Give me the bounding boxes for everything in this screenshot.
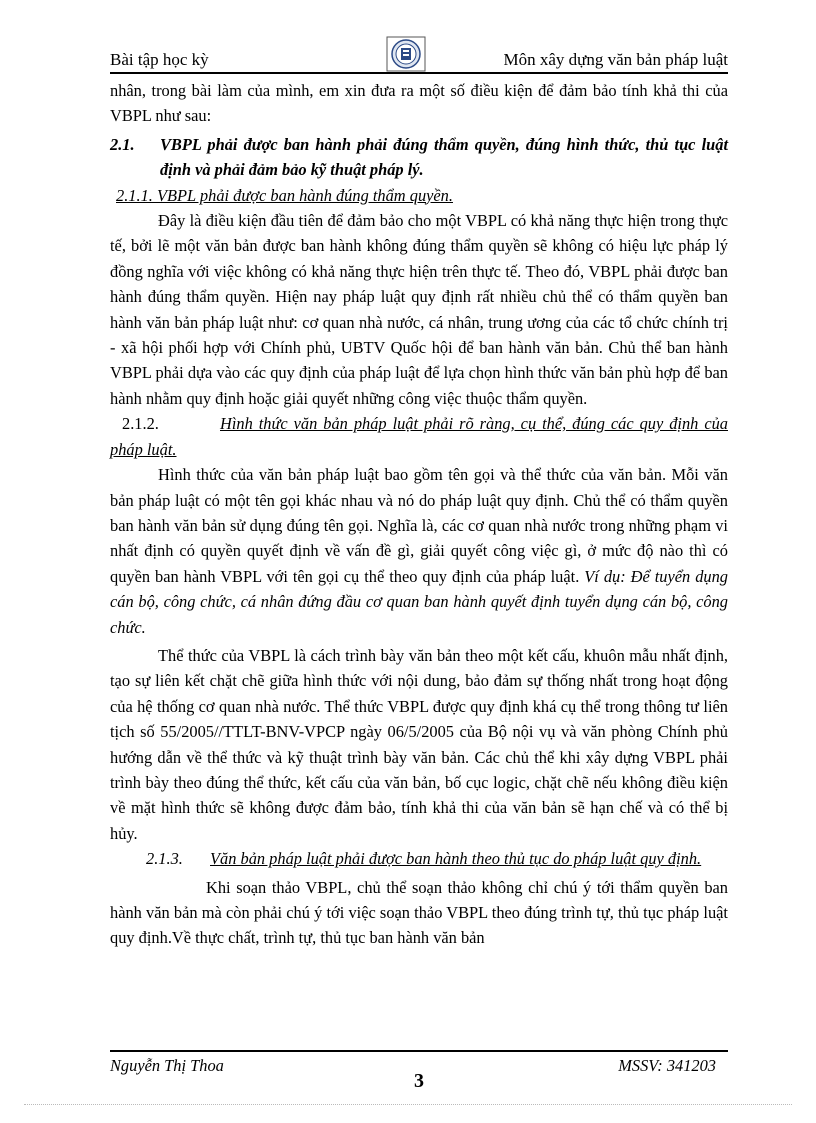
header-course-label: Bài tập học kỳ: [110, 50, 209, 69]
intro-paragraph: nhân, trong bài làm của mình, em xin đưa ra một số điều kiện để đảm bảo tính khả thi của VBPL như sau:: [110, 81, 728, 126]
example-text: Ví dụ: Để tuyển dụng cán bộ, công chức, cá nhân đứng đầu cơ quan ban hành quyết định tuyển dụng cán bộ, công chức.: [110, 566, 728, 637]
subsection-number: 2.1.2.: [122, 414, 159, 434]
section-heading-2-1: [110, 132, 728, 183]
page-edge-divider: [24, 1104, 792, 1105]
page-header: [110, 36, 728, 74]
page-footer: [110, 1050, 728, 1092]
page-number: 3: [414, 1070, 424, 1092]
subsection-heading-2-1-1: 2.1.1. VBPL phải được ban hành đúng thẩm quyền.: [116, 185, 453, 205]
subsection-title: Hình thức văn bản pháp luật phải rõ ràng, cụ thể, đúng các quy định của pháp luật.: [110, 414, 728, 459]
footer-student-id: MSSV: 341203: [618, 1056, 716, 1075]
footer-rule: [110, 1050, 728, 1052]
header-rule: [110, 72, 728, 74]
section-title: VBPL phải được ban hành phải đúng thẩm quyền, đúng hình thức, thủ tục luật định và phải đảm bảo kỹ thuật pháp lý.: [160, 134, 728, 180]
paragraph-format: Thể thức của VBPL là cách trình bày văn bản theo một kết cấu, khuôn mẫu nhất định, tạo sự liên kết chặt chẽ giữa hình thức với nội dung, bảo đảm sự thống nhất trong hoạt động của hệ thống cơ quan nhà nước. Thể thức VBPL được quy định khá cụ thể trong thông tư liên tịch số 55/2005//TTLT-BNV-VPCP ngày 06/5/2005 của Bộ nội vụ và văn phòng Chính phủ hướng dẫn về thể thức và kỹ thuật trình bày văn bản. Các chủ thể khi xây dựng VBPL phải trình bày theo đúng thể thức, kết cấu của văn bản, bố cục logic, chặt chẽ nếu không điều kiện về mặt hình thức sẽ không được đảm bảo, tính khả thi của văn bản sẽ hạn chế và có thể bị hủy.: [110, 645, 728, 843]
subsection-title: Văn bản pháp luật phải được ban hành theo thủ tục do pháp luật quy định.: [210, 849, 702, 869]
footer-author: Nguyễn Thị Thoa: [110, 1056, 224, 1075]
document-body: [110, 78, 728, 951]
paragraph-form-text: Hình thức của văn bản pháp luật bao gồm tên gọi và thể thức của văn bản. Mỗi văn bản pháp luật có một tên gọi khác nhau và nó do pháp luật quy định. Chủ thể có thẩm quyền ban hành văn bản sử dụng đúng tên gọi. Nghĩa là, các cơ quan nhà nước trong những phạm vi nhất định có quyền quyết định về vấn đề gì, giải quyết công việc gì, ở mức độ nào thì có quyền ban hành VBPL với tên gọi cụ thể theo quy định của pháp luật.: [110, 465, 728, 586]
university-seal-icon: [386, 36, 426, 72]
section-number: 2.1.: [110, 134, 135, 154]
paragraph-procedure: Khi soạn thảo VBPL, chủ thể soạn thảo không chỉ chú ý tới thẩm quyền ban hành văn bản mà còn phải chú ý tới việc soạn thảo VBPL theo đúng trình tự, thủ tục pháp luật quy định.Về thực chất, trình tự, thủ tục ban hành văn bản: [110, 877, 728, 948]
paragraph-authority: Đây là điều kiện đầu tiên để đảm bảo cho một VBPL có khả năng thực hiện trong thực tế, bởi lẽ một văn bản được ban hành không đúng thẩm quyền sẽ không có hiệu lực pháp lý đồng nghĩa với việc không có khả năng thực hiện trên thực tế. Theo đó, VBPL phải được ban hành đúng thẩm quyền. Hiện nay pháp luật quy định rất nhiều chủ thể có thẩm quyền ban hành văn bản pháp luật như: cơ quan nhà nước, cá nhân, trung ương của các tổ chức chính trị - xã hội phối hợp với Chính phủ, UBTV Quốc hội để ban hành văn bản. Chủ thể ban hành VBPL phải dựa vào các quy định của pháp luật để lựa chọn hình thức văn bản phù hợp để ban hành nhằm quy định hoặc giải quyết những công việc thuộc thẩm quyền.: [110, 211, 728, 408]
subsection-number: 2.1.3.: [146, 849, 183, 869]
header-subject-label: Môn xây dựng văn bản pháp luật: [503, 50, 728, 69]
paragraph-form: [110, 462, 728, 640]
subsection-heading-2-1-3: [110, 846, 728, 871]
subsection-heading-2-1-2: [110, 411, 728, 462]
